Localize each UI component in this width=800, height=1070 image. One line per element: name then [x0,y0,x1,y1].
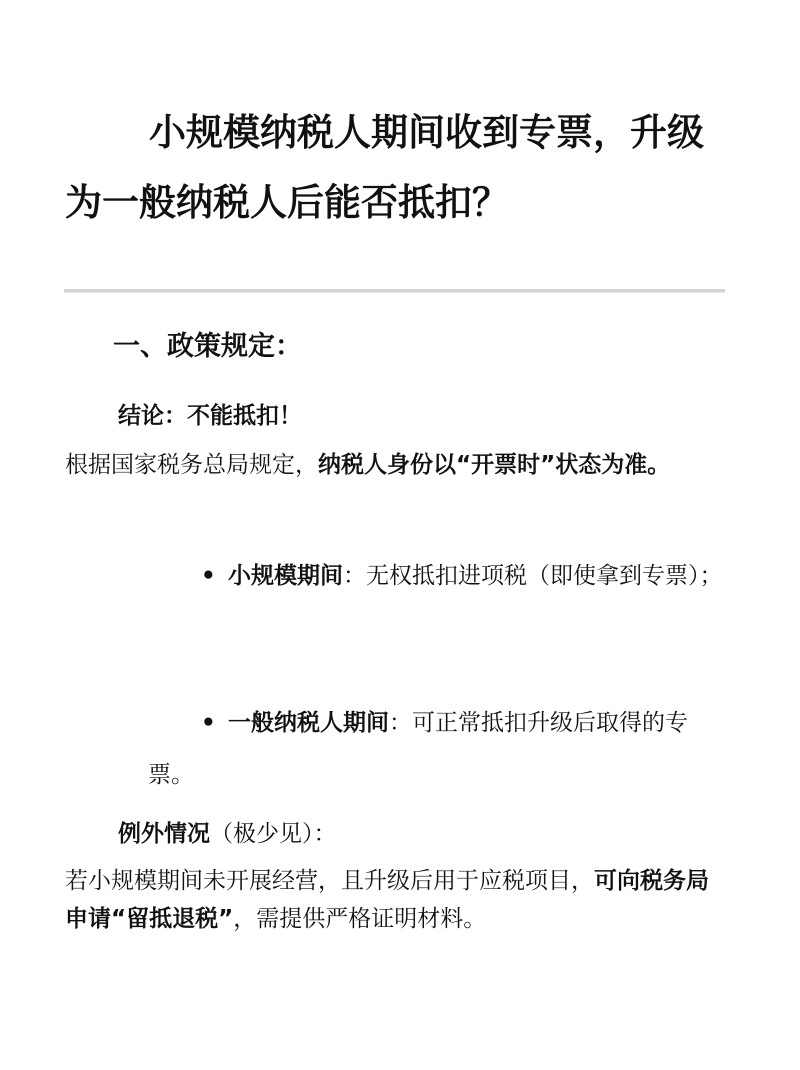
policy-basis-text: 根据国家税务总局规定， [65,452,318,478]
exception-text-1: 若小规模期间未开展经营，且升级后用于应税项目， [65,868,594,894]
exception-label: 例外情况 [118,821,210,847]
bullet-item-general-taxpayer [148,697,730,801]
policy-basis-emphasis: 纳税人身份以“开票时”状态为准。 [318,452,671,478]
bullet-label: 一般纳税人期间 [228,710,389,736]
exception-note: （极少见）： [210,821,337,847]
exception-paragraph [65,862,730,938]
conclusion-text: 结论：不能抵扣！ [118,403,302,429]
policy-basis-paragraph [65,446,730,484]
bullet-label: 小规模期间 [228,563,343,589]
exception-text-2: ，需提供严格证明材料。 [233,906,487,932]
title-divider [64,289,725,293]
bullet-description: ：可正常抵扣升级后取得的专票。 [148,710,688,788]
bullet-text [148,550,730,602]
article-title: 小规模纳税人期间收到专票，升级为一般纳税人后能否抵扣？ [65,111,704,224]
bullet-description: ：无权抵扣进项税（即使拿到专票）； [343,563,723,589]
bullet-dot-icon: • [201,710,216,736]
exception-heading [118,816,337,852]
bullet-dot-icon: • [201,563,216,589]
section-heading-policy: 一、政策规定： [113,331,302,362]
bullet-item-small-scale [148,550,730,602]
bullet-text [148,697,730,801]
exception-emphasis: 可向税务局申请“留抵退税” [65,868,709,932]
